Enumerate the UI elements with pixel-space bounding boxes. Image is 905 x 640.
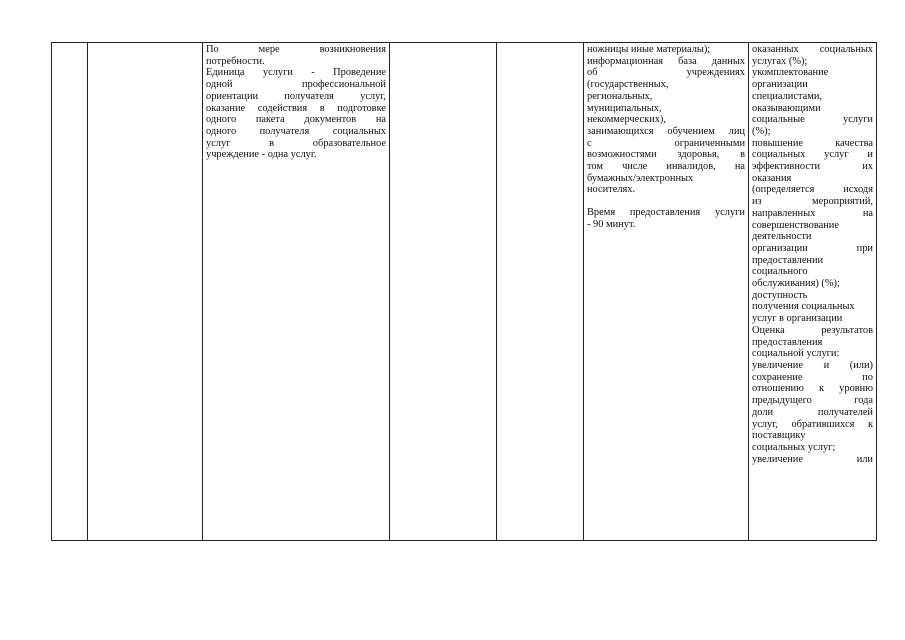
text-line: увеличение или xyxy=(752,453,873,465)
table-row xyxy=(52,43,877,541)
text-line: региональных, xyxy=(587,90,653,102)
cell-service-conditions xyxy=(584,43,749,541)
text-line: муниципальных, xyxy=(587,102,662,114)
text-line: социальной услуги: xyxy=(752,348,840,360)
text-line: (определяется исходя xyxy=(752,184,873,196)
text-line: сохранение по xyxy=(752,371,873,383)
text-line: повышение качества xyxy=(752,137,873,149)
text-line: оказание содействия в подготовке xyxy=(206,102,386,114)
text-line: с ограниченными xyxy=(587,137,745,149)
text-line: обслуживания) (%); xyxy=(752,278,840,290)
text-line: доли получателей xyxy=(752,406,873,418)
text-line: услуг, обратившихся к xyxy=(752,418,873,430)
cell-quality-indicators xyxy=(749,43,877,541)
text-line: направленных на xyxy=(752,207,873,219)
text-line: носителях. xyxy=(587,184,636,196)
text-line: организации xyxy=(752,79,808,91)
text-line: том числе инвалидов, на xyxy=(587,161,745,173)
text-line: - 90 минут. xyxy=(587,218,636,230)
text-line: Оценка результатов xyxy=(752,324,873,336)
text-line: поставщику xyxy=(752,430,806,442)
text-line: возможностями здоровья, в xyxy=(587,149,745,161)
text-line: бумажных/электронных xyxy=(587,172,694,184)
text-line: деятельности xyxy=(752,231,812,243)
text-line: увеличение и (или) xyxy=(752,359,873,371)
text-line: эффективности их xyxy=(752,161,873,173)
text-line: одного получателя социальных xyxy=(206,125,386,137)
text-line: Единица услуги - Проведение xyxy=(206,67,386,79)
text-line: социальных услуг; xyxy=(752,441,836,453)
text-line: некоммерческих), xyxy=(587,114,666,126)
quality-indicators-text xyxy=(752,44,873,465)
text-line: оказанных социальных xyxy=(752,44,873,55)
text-line: специалистами, xyxy=(752,90,822,102)
service-volume-text xyxy=(206,44,386,161)
text-line: потребности. xyxy=(206,55,265,67)
text-line: По мере возникновения xyxy=(206,44,386,55)
text-line: предоставления xyxy=(752,336,823,348)
text-line: (%); xyxy=(752,125,771,137)
cell-empty-5 xyxy=(497,43,584,541)
text-line: (государственных, xyxy=(587,79,669,91)
text-line: оказания xyxy=(752,172,792,184)
service-standards-table xyxy=(51,42,877,541)
paragraph-gap xyxy=(587,196,745,207)
service-conditions-text xyxy=(587,44,745,231)
text-line: одного пакета документов на xyxy=(206,114,386,126)
text-line: отношению к уровню xyxy=(752,383,873,395)
text-line: услуг в образовательное xyxy=(206,137,386,149)
text-line: из мероприятий, xyxy=(752,196,873,208)
text-line: занимающихся обучением лиц xyxy=(587,125,745,137)
cell-service-name xyxy=(88,43,203,541)
text-line: одной профессиональной xyxy=(206,79,386,91)
cell-number xyxy=(52,43,88,541)
text-line: предоставлении xyxy=(752,254,824,266)
text-line: организации при xyxy=(752,242,873,254)
text-line: укомплектование xyxy=(752,67,829,79)
text-line: ориентации получателя услуг, xyxy=(206,90,386,102)
text-line: ножницы иные материалы); xyxy=(587,44,711,55)
text-line: социальные услуги xyxy=(752,114,873,126)
text-line: об учреждениях xyxy=(587,67,745,79)
text-line: предыдущего года xyxy=(752,395,873,407)
text-line: социальных услуг и xyxy=(752,149,873,161)
text-line: Время предоставления услуги xyxy=(587,207,745,219)
cell-service-volume xyxy=(203,43,390,541)
text-line: получения социальных xyxy=(752,301,855,313)
text-line: услугах (%); xyxy=(752,55,808,67)
text-line: учреждение - одна услуг. xyxy=(206,149,317,161)
text-line: доступность xyxy=(752,289,808,301)
text-line: социального xyxy=(752,266,808,278)
text-line: услуг в организации xyxy=(752,313,843,325)
text-line: оказывающими xyxy=(752,102,821,114)
cell-empty-4 xyxy=(390,43,497,541)
text-line: информационная база данных xyxy=(587,55,745,67)
text-line: совершенствование xyxy=(752,219,839,231)
